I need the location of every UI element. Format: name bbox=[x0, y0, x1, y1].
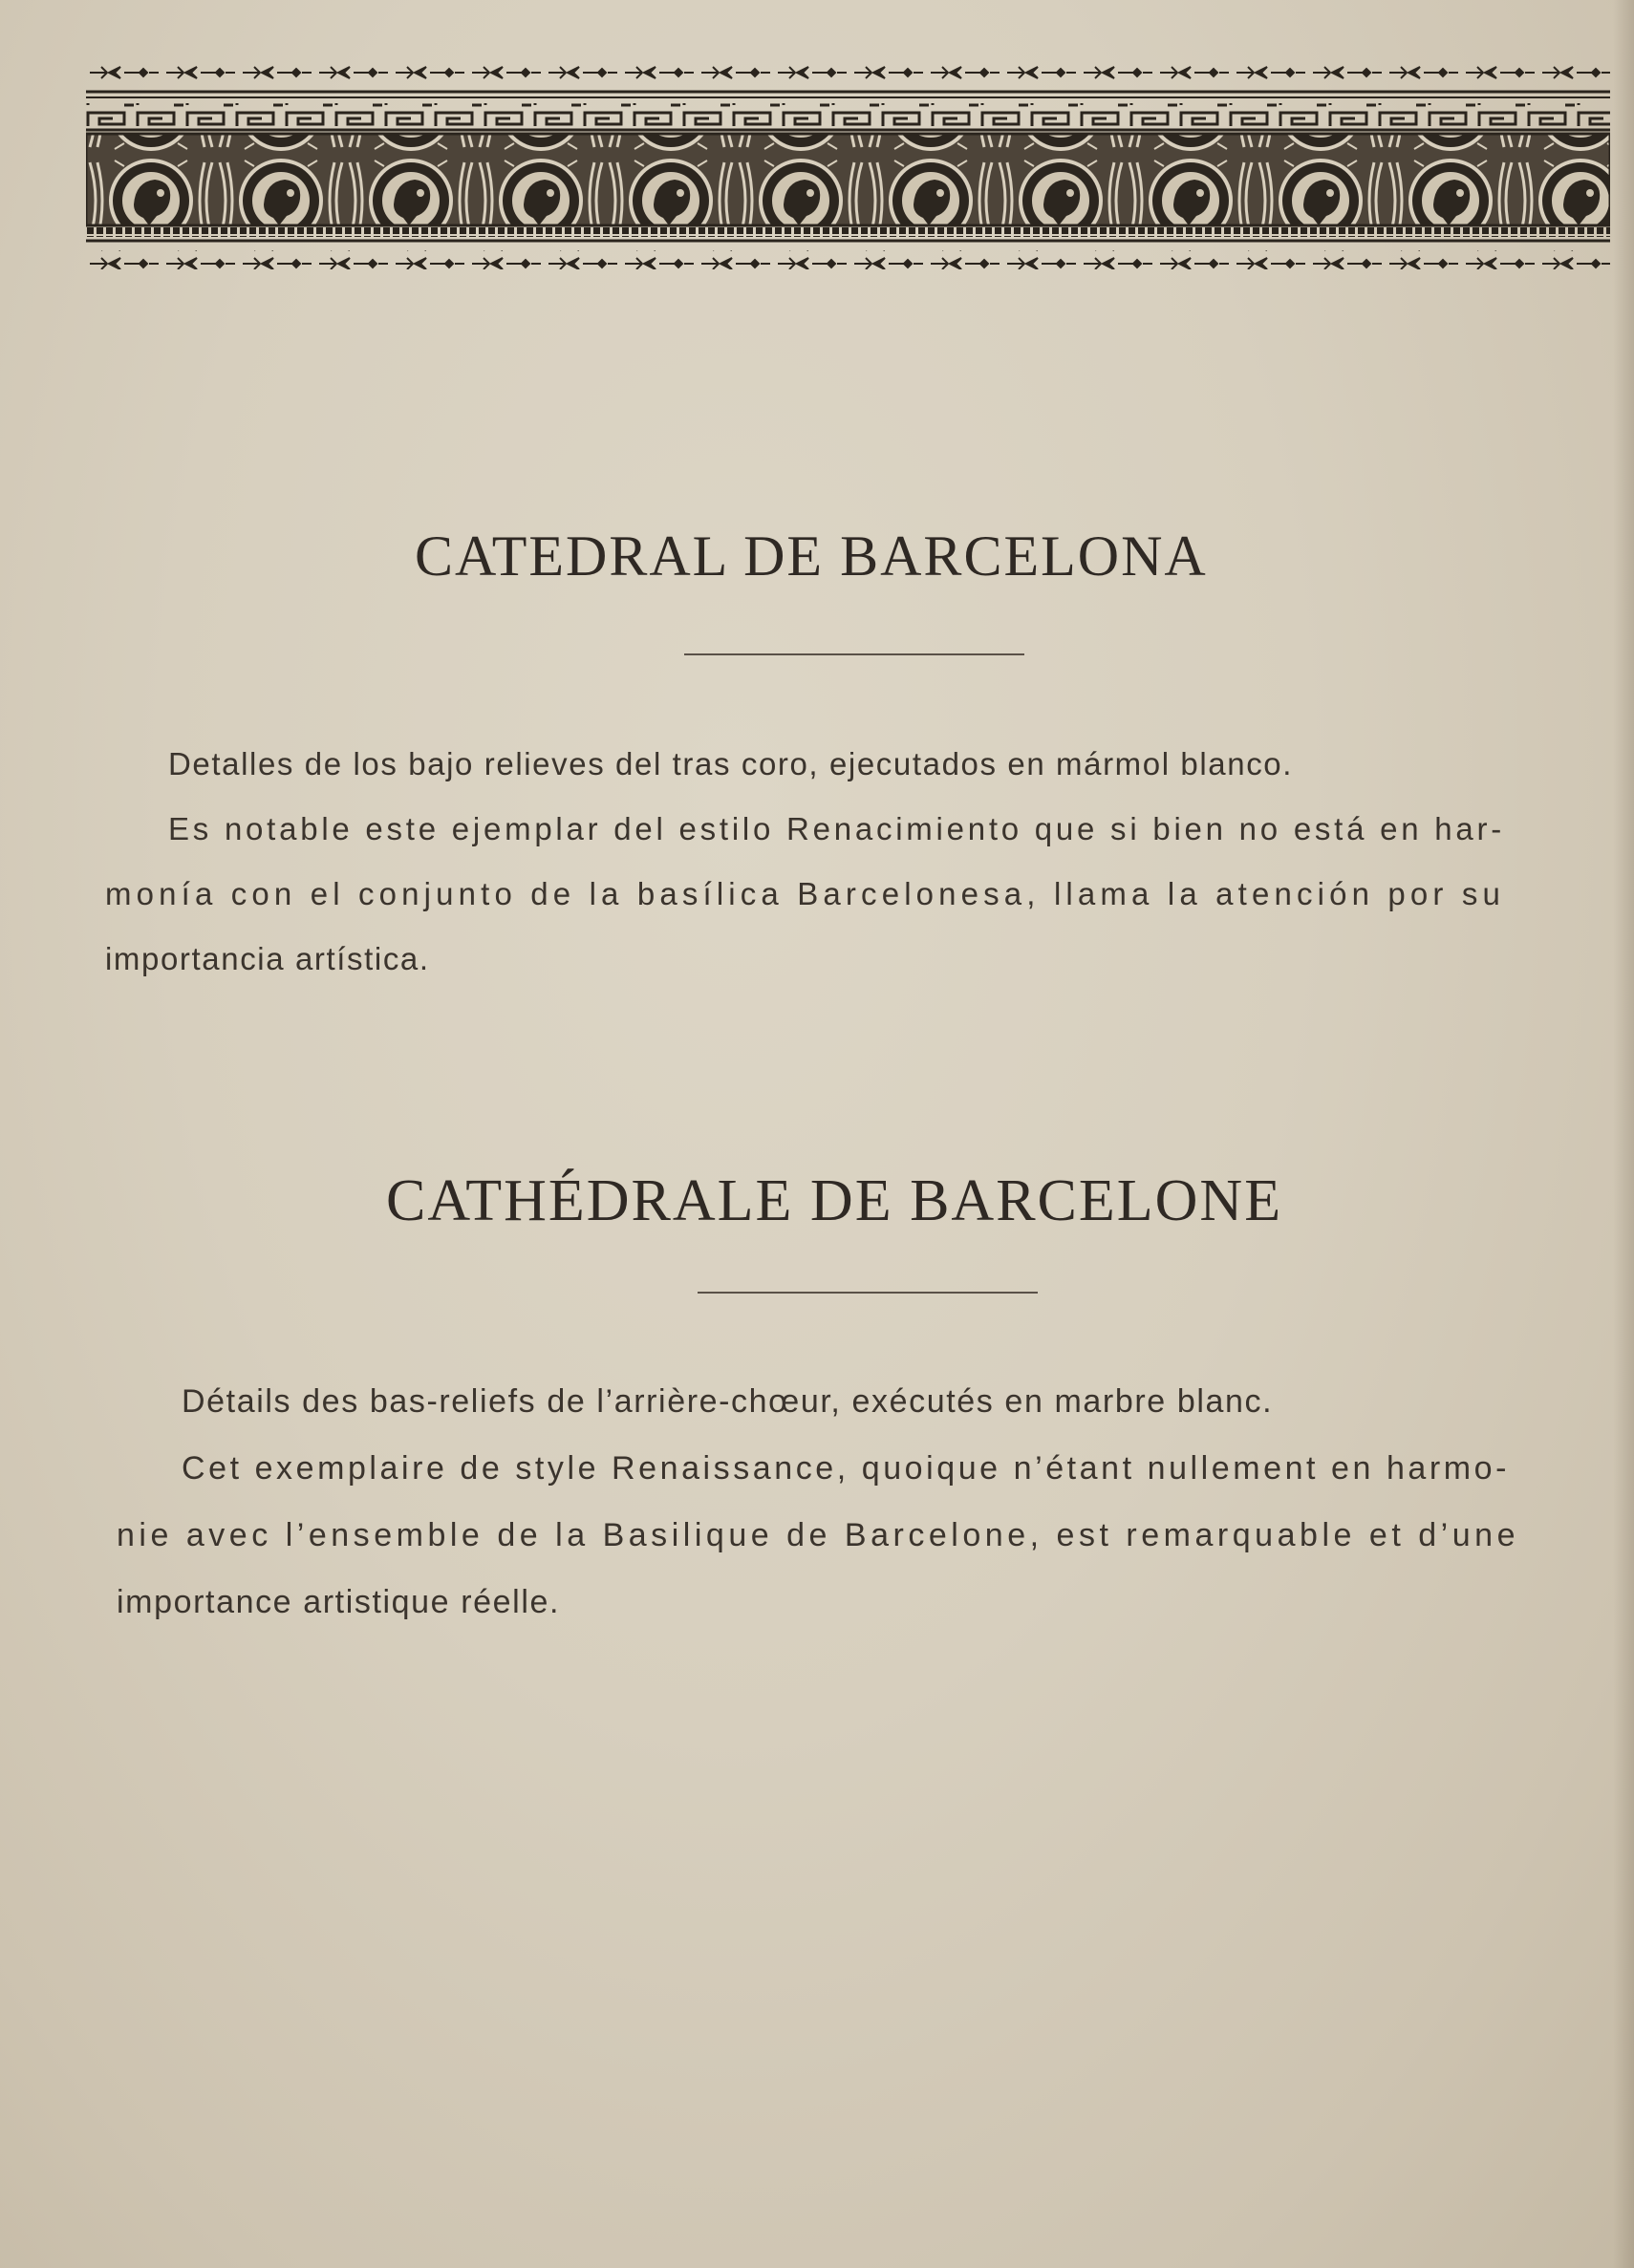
page-edge-shadow bbox=[1613, 0, 1634, 2268]
spanish-title-rule bbox=[684, 653, 1024, 655]
spanish-text-line-3: monía con el conjunto de la basílica Barcelonesa, llama la atención por su bbox=[105, 876, 1505, 911]
french-text-line-1: Détails des bas-reliefs de l’arrière-chœur, exécutés en marbre blanc. bbox=[182, 1383, 1274, 1420]
ornamental-frieze-header bbox=[86, 63, 1610, 273]
french-text-line-2: Cet exemplaire de style Renaissance, quoique n’étant nullement en harmo- bbox=[182, 1450, 1510, 1487]
french-title-rule bbox=[698, 1292, 1038, 1294]
spanish-title: CATEDRAL DE BARCELONA bbox=[415, 524, 1208, 588]
frieze-ornament-graphic bbox=[86, 63, 1610, 273]
spanish-text-line-2: Es notable este ejemplar del estilo Renacimiento que si bien no está en har- bbox=[168, 811, 1505, 846]
french-title: CATHÉDRALE DE BARCELONE bbox=[386, 1168, 1283, 1233]
spanish-text-line-4: importancia artística. bbox=[105, 941, 430, 976]
french-text-line-4: importance artistique réelle. bbox=[117, 1584, 561, 1620]
french-text-line-3: nie avec l’ensemble de la Basilique de Barcelone, est remarquable et d’une bbox=[117, 1517, 1519, 1553]
spanish-text-line-1: Detalles de los bajo relieves del tras coro, ejecutados en mármol blanco. bbox=[168, 746, 1294, 781]
